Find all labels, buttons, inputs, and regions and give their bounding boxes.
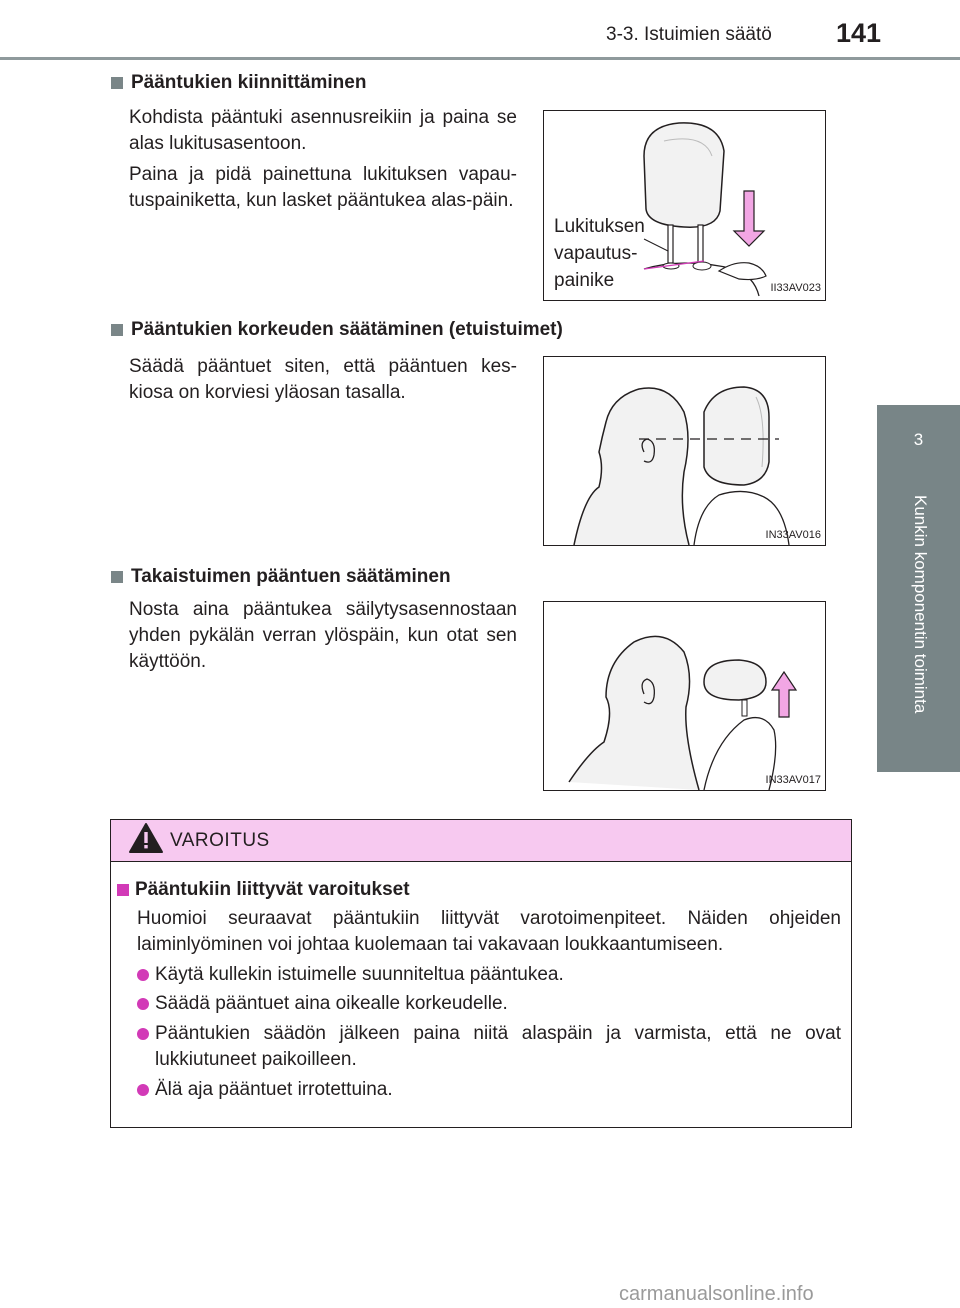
paragraph: Kohdista pääntuki asennusreikiin ja paina se alas lukitusasentoon. (129, 107, 517, 154)
chapter-title: Kunkin komponentin toiminta (911, 495, 930, 714)
circle-bullet-icon (137, 1028, 149, 1040)
figure-rear-headrest (543, 601, 826, 791)
header-rule (0, 57, 960, 60)
section-heading-attach: Pääntukien kiinnittäminen (111, 72, 366, 94)
circle-bullet-icon (137, 998, 149, 1010)
circle-bullet-icon (137, 969, 149, 981)
warning-title: VAROITUS (170, 830, 270, 851)
figure-callout-label: Lukituksen vapautus- painike (554, 216, 645, 291)
figure-code: IN33AV017 (765, 774, 821, 786)
paragraph: Säädä pääntuet siten, että pääntuen kes-kiosa on korviesi yläosan tasalla. (129, 356, 517, 403)
rear-headrest-illustration (544, 602, 825, 790)
warning-list-item: Säädä pääntuet aina oikealle korkeudelle. (137, 991, 841, 1017)
watermark: carmanualsonline.info (619, 1283, 814, 1305)
section-heading-rear: Takaistuimen pääntuen säätäminen (111, 566, 451, 588)
figure-code: II33AV023 (770, 282, 821, 294)
headrest-height-illustration (544, 357, 825, 545)
figure-code: IN33AV016 (765, 529, 821, 541)
page-number: 141 (836, 18, 882, 48)
square-bullet-icon (111, 77, 123, 89)
circle-bullet-icon (137, 1084, 149, 1096)
section-heading-height: Pääntukien korkeuden säätäminen (etuistuimet) (111, 319, 563, 341)
chapter-number: 3 (913, 430, 924, 449)
square-bullet-icon (111, 571, 123, 583)
warning-subheading: Pääntukiin liittyvät varoitukset (117, 879, 410, 901)
warning-list-item: Pääntukien säädön jälkeen paina niitä alaspäin ja varmista, että ne ovat lukkiutuneet paikoilleen. (137, 1021, 841, 1073)
square-bullet-icon (111, 324, 123, 336)
figure-headrest-height (543, 356, 826, 546)
running-header: 3-3. Istuimien säätö (606, 24, 772, 45)
paragraph: Paina ja pidä painettuna lukituksen vapau-tuspainiketta, kun lasket pääntukea alas-päin. (129, 164, 517, 211)
warning-list-item: Älä aja pääntuet irrotettuina. (137, 1077, 841, 1103)
figure-headrest-attach (543, 110, 826, 301)
paragraph: Nosta aina pääntukea säilytysasennostaan yhden pykälän verran ylöspäin, kun otat sen käyttöön. (129, 599, 517, 672)
warning-triangle-icon (128, 822, 164, 859)
warning-intro: Huomioi seuraavat pääntukiin liittyvät varotoimenpiteet. Näiden ohjeiden laiminlyöminen voi johtaa kuolemaan tai vakavaan loukkaantumiseen. (137, 908, 841, 955)
square-bullet-icon (117, 884, 129, 896)
warning-list-item: Käytä kullekin istuimelle suunniteltua pääntukea. (137, 962, 841, 988)
